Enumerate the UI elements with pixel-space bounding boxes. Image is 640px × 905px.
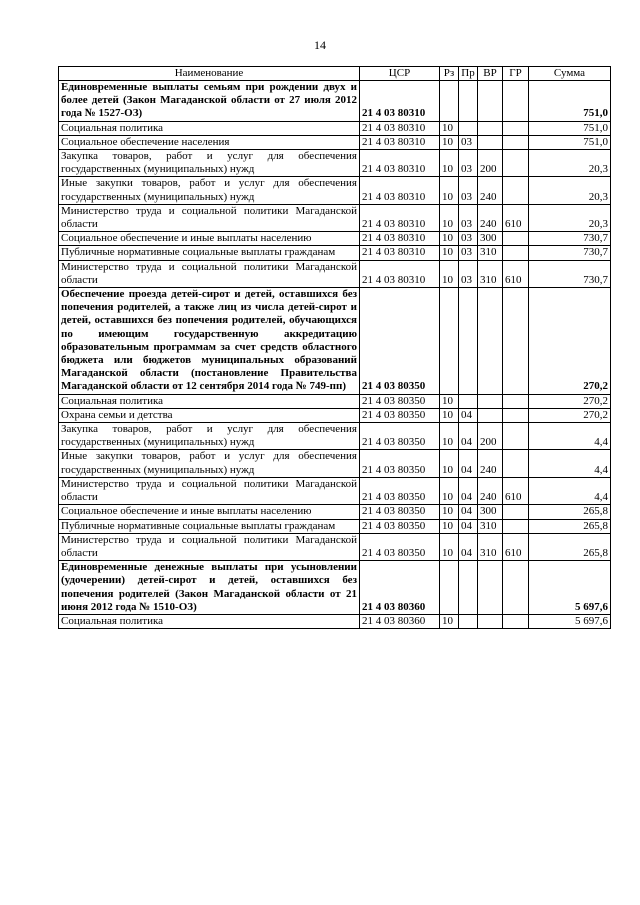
cell-pr: 04: [459, 408, 478, 422]
cell-sum: 751,0: [529, 121, 611, 135]
cell-csr: 21 4 03 80310: [360, 204, 440, 231]
table-row: [59, 423, 611, 450]
table-row: [59, 232, 611, 246]
cell-name: Министерство труда и социальной политики Магаданской области: [59, 260, 360, 287]
cell-pr: 03: [459, 260, 478, 287]
cell-gr: [503, 394, 529, 408]
table-row: [59, 135, 611, 149]
cell-sum: 5 697,6: [529, 561, 611, 615]
cell-pr: 03: [459, 177, 478, 204]
header-vr: ВР: [478, 67, 503, 81]
cell-sum: 270,2: [529, 408, 611, 422]
cell-name: Единовременные выплаты семьям при рождении двух и более детей (Закон Магаданской области от 27 июля 2012 года № 1527-ОЗ): [59, 81, 360, 122]
cell-vr: [478, 394, 503, 408]
cell-rz: 10: [440, 533, 459, 560]
cell-pr: 03: [459, 246, 478, 260]
cell-sum: 4,4: [529, 477, 611, 504]
cell-sum: 5 697,6: [529, 614, 611, 628]
table-row: [59, 561, 611, 615]
cell-rz: 10: [440, 450, 459, 477]
cell-rz: 10: [440, 394, 459, 408]
cell-rz: 10: [440, 150, 459, 177]
cell-gr: [503, 408, 529, 422]
header-rz: Рз: [440, 67, 459, 81]
table-row: [59, 394, 611, 408]
cell-gr: [503, 177, 529, 204]
cell-gr: 610: [503, 204, 529, 231]
table-row: [59, 505, 611, 519]
cell-sum: 4,4: [529, 450, 611, 477]
header-pr: Пр: [459, 67, 478, 81]
table-row: [59, 246, 611, 260]
cell-name: Социальная политика: [59, 121, 360, 135]
header-row: [59, 67, 611, 81]
cell-sum: 20,3: [529, 177, 611, 204]
cell-rz: 10: [440, 519, 459, 533]
table-row: [59, 450, 611, 477]
cell-vr: 310: [478, 533, 503, 560]
cell-pr: 03: [459, 232, 478, 246]
cell-pr: 04: [459, 519, 478, 533]
cell-sum: 265,8: [529, 533, 611, 560]
cell-name: Единовременные денежные выплаты при усыновлении (удочерении) детей-сирот и детей, оставшихся без попечения родителей (Закон Магаданской области от 21 июня 2012 года № 1510-ОЗ): [59, 561, 360, 615]
cell-pr: 03: [459, 135, 478, 149]
cell-rz: [440, 288, 459, 395]
cell-sum: 270,2: [529, 394, 611, 408]
cell-rz: 10: [440, 232, 459, 246]
cell-gr: [503, 232, 529, 246]
cell-csr: 21 4 03 80350: [360, 477, 440, 504]
cell-name: Публичные нормативные социальные выплаты гражданам: [59, 246, 360, 260]
cell-name: Закупка товаров, работ и услуг для обеспечения государственных (муниципальных) нужд: [59, 150, 360, 177]
cell-vr: 240: [478, 177, 503, 204]
table-row: [59, 150, 611, 177]
cell-vr: 310: [478, 246, 503, 260]
cell-vr: 200: [478, 423, 503, 450]
cell-name: Иные закупки товаров, работ и услуг для обеспечения государственных (муниципальных) нужд: [59, 177, 360, 204]
cell-rz: 10: [440, 408, 459, 422]
cell-name: Публичные нормативные социальные выплаты гражданам: [59, 519, 360, 533]
cell-vr: [478, 135, 503, 149]
cell-pr: 03: [459, 204, 478, 231]
cell-csr: 21 4 03 80310: [360, 260, 440, 287]
cell-gr: [503, 121, 529, 135]
cell-csr: 21 4 03 80310: [360, 150, 440, 177]
cell-vr: 310: [478, 260, 503, 287]
cell-name: Социальная политика: [59, 614, 360, 628]
table-row: [59, 519, 611, 533]
cell-pr: [459, 614, 478, 628]
table-row: [59, 288, 611, 395]
cell-name: Министерство труда и социальной политики Магаданской области: [59, 477, 360, 504]
cell-name: Закупка товаров, работ и услуг для обеспечения государственных (муниципальных) нужд: [59, 423, 360, 450]
cell-pr: 03: [459, 150, 478, 177]
page-number: 14: [314, 38, 326, 52]
cell-vr: 240: [478, 450, 503, 477]
table-row: [59, 533, 611, 560]
cell-csr: 21 4 03 80350: [360, 423, 440, 450]
cell-name: Министерство труда и социальной политики Магаданской области: [59, 533, 360, 560]
cell-gr: [503, 246, 529, 260]
cell-pr: 04: [459, 505, 478, 519]
cell-csr: 21 4 03 80310: [360, 81, 440, 122]
cell-name: Социальное обеспечение населения: [59, 135, 360, 149]
cell-csr: 21 4 03 80350: [360, 394, 440, 408]
cell-gr: 610: [503, 533, 529, 560]
cell-sum: 751,0: [529, 81, 611, 122]
cell-gr: 610: [503, 260, 529, 287]
cell-gr: [503, 150, 529, 177]
cell-csr: 21 4 03 80310: [360, 177, 440, 204]
cell-pr: 04: [459, 477, 478, 504]
cell-gr: [503, 288, 529, 395]
cell-name: Социальное обеспечение и иные выплаты населению: [59, 505, 360, 519]
cell-csr: 21 4 03 80350: [360, 519, 440, 533]
cell-vr: [478, 614, 503, 628]
budget-table: [58, 66, 611, 629]
cell-vr: [478, 288, 503, 395]
cell-csr: 21 4 03 80350: [360, 450, 440, 477]
cell-rz: 10: [440, 477, 459, 504]
cell-pr: [459, 121, 478, 135]
table-row: [59, 177, 611, 204]
cell-rz: [440, 81, 459, 122]
cell-rz: 10: [440, 505, 459, 519]
cell-sum: 730,7: [529, 260, 611, 287]
header-csr: ЦСР: [360, 67, 440, 81]
header-gr: ГР: [503, 67, 529, 81]
cell-vr: [478, 561, 503, 615]
cell-sum: 20,3: [529, 204, 611, 231]
cell-name: Министерство труда и социальной политики Магаданской области: [59, 204, 360, 231]
cell-gr: [503, 614, 529, 628]
cell-rz: 10: [440, 246, 459, 260]
cell-vr: 240: [478, 204, 503, 231]
cell-sum: 20,3: [529, 150, 611, 177]
cell-sum: 730,7: [529, 232, 611, 246]
cell-vr: 300: [478, 505, 503, 519]
cell-csr: 21 4 03 80350: [360, 505, 440, 519]
cell-csr: 21 4 03 80350: [360, 533, 440, 560]
cell-rz: 10: [440, 121, 459, 135]
cell-rz: 10: [440, 177, 459, 204]
cell-csr: 21 4 03 80360: [360, 561, 440, 615]
cell-csr: 21 4 03 80350: [360, 408, 440, 422]
cell-sum: 265,8: [529, 505, 611, 519]
table-row: [59, 204, 611, 231]
cell-rz: 10: [440, 135, 459, 149]
cell-name: Охрана семьи и детства: [59, 408, 360, 422]
cell-csr: 21 4 03 80310: [360, 246, 440, 260]
cell-pr: [459, 81, 478, 122]
cell-gr: [503, 519, 529, 533]
cell-csr: 21 4 03 80360: [360, 614, 440, 628]
table-row: [59, 408, 611, 422]
cell-vr: [478, 121, 503, 135]
header-sum: Сумма: [529, 67, 611, 81]
table-row: [59, 260, 611, 287]
cell-vr: 310: [478, 519, 503, 533]
cell-gr: [503, 505, 529, 519]
cell-csr: 21 4 03 80310: [360, 121, 440, 135]
cell-rz: 10: [440, 423, 459, 450]
cell-rz: 10: [440, 614, 459, 628]
cell-vr: 240: [478, 477, 503, 504]
cell-csr: 21 4 03 80350: [360, 288, 440, 395]
cell-name: Обеспечение проезда детей-сирот и детей, оставшихся без попечения родителей, а также лиц из числа детей-сирот и детей, оставшихся без попечения родителей, обучающихся по имеющим государственную аккредитацию образовательным программам за счет средств областного бюджета или бюджетов муниципальных образований Магаданской области (постановление Правительства Магаданской области от 12 сентября 2014 года № 749-пп): [59, 288, 360, 395]
cell-gr: [503, 81, 529, 122]
cell-vr: 300: [478, 232, 503, 246]
cell-csr: 21 4 03 80310: [360, 232, 440, 246]
cell-name: Иные закупки товаров, работ и услуг для обеспечения государственных (муниципальных) нужд: [59, 450, 360, 477]
table-row: [59, 614, 611, 628]
header-name: Наименование: [59, 67, 360, 81]
cell-gr: [503, 423, 529, 450]
cell-sum: 751,0: [529, 135, 611, 149]
cell-pr: [459, 394, 478, 408]
cell-sum: 730,7: [529, 246, 611, 260]
cell-rz: 10: [440, 260, 459, 287]
cell-pr: [459, 561, 478, 615]
cell-vr: 200: [478, 150, 503, 177]
cell-pr: 04: [459, 450, 478, 477]
cell-sum: 265,8: [529, 519, 611, 533]
cell-sum: 270,2: [529, 288, 611, 395]
cell-vr: [478, 408, 503, 422]
cell-pr: 04: [459, 533, 478, 560]
table-row: [59, 477, 611, 504]
cell-pr: 04: [459, 423, 478, 450]
cell-csr: 21 4 03 80310: [360, 135, 440, 149]
cell-gr: [503, 450, 529, 477]
cell-vr: [478, 81, 503, 122]
cell-gr: [503, 135, 529, 149]
cell-name: Социальная политика: [59, 394, 360, 408]
cell-gr: 610: [503, 477, 529, 504]
cell-pr: [459, 288, 478, 395]
cell-sum: 4,4: [529, 423, 611, 450]
cell-rz: 10: [440, 204, 459, 231]
cell-name: Социальное обеспечение и иные выплаты населению: [59, 232, 360, 246]
cell-rz: [440, 561, 459, 615]
table-row: [59, 121, 611, 135]
table-row: [59, 81, 611, 122]
cell-gr: [503, 561, 529, 615]
